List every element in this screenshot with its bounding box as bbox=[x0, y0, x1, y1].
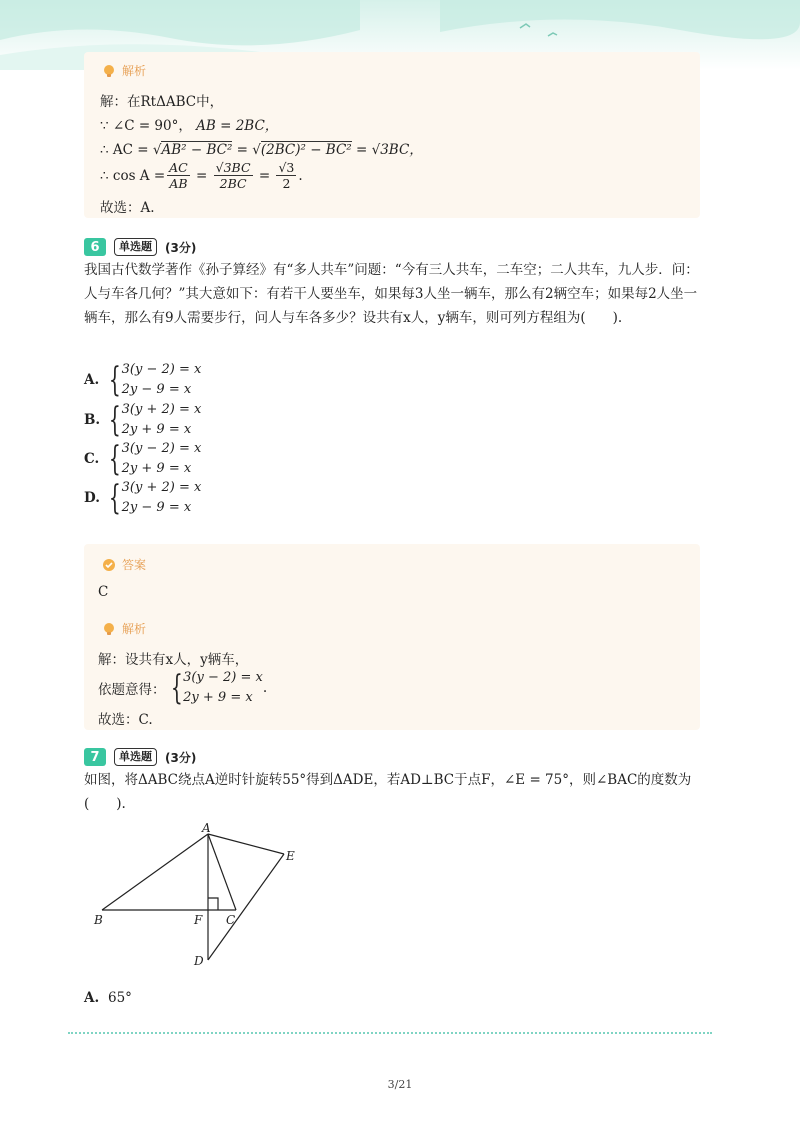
label-b: B bbox=[94, 913, 103, 927]
analysis-text: . bbox=[262, 680, 268, 696]
option-letter: A. bbox=[84, 372, 100, 388]
analysis-tag bbox=[102, 620, 146, 637]
analysis-box-q5 bbox=[84, 52, 700, 218]
equation-system: 3(y + 2) = x 2y − 9 = x bbox=[121, 480, 202, 515]
analysis-text: 依题意得： bbox=[98, 682, 166, 698]
option-value: 65° bbox=[108, 990, 132, 1006]
question-6-text: 我国古代数学著作《孙子算经》有“多人共车”问题：“今有三人共车，二车空；二人共车，九人步．问：人与车各几何？”其大意如下：有若干人要坐车，如果每3人坐一辆车，那么有2辆空车；如果每2人坐一辆车，那么有9人需要步行，问人与车各多少？设共有x人，y辆车，则可列方程组为( ). bbox=[84, 262, 699, 326]
analysis-tag-label: 解析 bbox=[122, 622, 147, 636]
question-score: (3分) bbox=[165, 240, 197, 255]
option-letter: D. bbox=[84, 490, 100, 506]
page-number: 3/21 bbox=[387, 1078, 413, 1091]
analysis-text: ∴ AC = bbox=[100, 142, 153, 158]
label-a: A bbox=[202, 821, 211, 835]
analysis-line-3: 故选：C. bbox=[98, 712, 153, 728]
option-a[interactable]: A. { 3(y − 2) = x 2y − 9 = x bbox=[84, 360, 202, 400]
fraction: $\frac{√3BC}{2BC}$ bbox=[215, 160, 251, 191]
label-d: D bbox=[194, 954, 204, 968]
answer-tag-label: 答案 bbox=[122, 558, 147, 572]
analysis-line-1: 解：设共有x人，y辆车， bbox=[98, 652, 249, 668]
question-number: 7 bbox=[84, 748, 106, 766]
answer-value: C bbox=[98, 584, 109, 600]
geometry-figure bbox=[90, 820, 310, 970]
analysis-line-1 bbox=[100, 90, 223, 110]
option-letter: A. bbox=[84, 990, 100, 1006]
analysis-text: ∴ cos A = bbox=[100, 167, 166, 184]
analysis-line-2: 依题意得： { 3(y − 2) = x 2y + 9 = x . bbox=[98, 668, 268, 708]
q7-option-a[interactable] bbox=[84, 990, 132, 1006]
check-circle-icon bbox=[102, 558, 116, 572]
option-letter: B. bbox=[84, 412, 101, 428]
option-b[interactable]: B. { 3(y + 2) = x 2y + 9 = x bbox=[84, 400, 202, 440]
sqrt-content: (2BC)² − BC² bbox=[260, 142, 352, 158]
analysis-tag bbox=[102, 62, 146, 79]
equation-system: 3(y − 2) = x 2y + 9 = x bbox=[183, 670, 263, 705]
label-f: F bbox=[194, 913, 203, 927]
equation-system: 3(y − 2) = x 2y − 9 = x bbox=[121, 362, 202, 397]
divider bbox=[68, 1032, 712, 1034]
analysis-text: = √3BC， bbox=[356, 142, 423, 158]
answer-box-q6 bbox=[84, 544, 700, 730]
label-e: E bbox=[286, 849, 295, 863]
analysis-line-4: ∴ cos A = $\frac{AC}{AB}$ = $\frac{√3BC}{2BC}$ = $\frac{√3}{2}$ . bbox=[100, 160, 303, 191]
question-score: (3分) bbox=[165, 750, 197, 765]
option-c[interactable]: C. { 3(y − 2) = x 2y + 9 = x bbox=[84, 439, 202, 479]
analysis-text: 解：在RtΔABC中， bbox=[100, 94, 224, 110]
analysis-text: = bbox=[236, 142, 253, 158]
question-7-header bbox=[84, 748, 196, 766]
question-type-badge: 单选题 bbox=[114, 238, 157, 256]
analysis-line-3: ∴ AC = √AB² − BC² = √(2BC)² − BC² = √3BC， bbox=[100, 142, 423, 158]
analysis-tag-label: 解析 bbox=[122, 64, 147, 78]
analysis-line-5 bbox=[100, 196, 155, 216]
question-number: 6 bbox=[84, 238, 106, 256]
question-type-badge: 单选题 bbox=[114, 748, 157, 766]
label-c: C bbox=[226, 913, 236, 927]
fraction: $\frac{AC}{AB}$ bbox=[169, 160, 188, 191]
equation-system: 3(y + 2) = x 2y + 9 = x bbox=[121, 402, 202, 437]
analysis-text: AB = 2BC， bbox=[196, 118, 279, 134]
analysis-text: 故选：A. bbox=[100, 200, 155, 216]
analysis-text: ∵ ∠C = 90°， bbox=[100, 118, 192, 134]
option-d[interactable]: D. { 3(y + 2) = x 2y − 9 = x bbox=[84, 478, 202, 518]
question-6-header bbox=[84, 238, 196, 256]
answer-tag bbox=[102, 556, 146, 573]
analysis-line-2 bbox=[100, 114, 278, 134]
equation-system: 3(y − 2) = x 2y + 9 = x bbox=[121, 441, 202, 476]
fraction: $\frac{√3}{2}$ bbox=[278, 160, 295, 191]
question-7-text: 如图，将ΔABC绕点A逆时针旋转55°得到ΔADE，若AD⊥BC于点F，∠E = 75°，则∠BAC的度数为( ). bbox=[84, 772, 692, 812]
sqrt-content: AB² − BC² bbox=[161, 142, 233, 158]
lightbulb-icon bbox=[102, 64, 116, 78]
lightbulb-icon bbox=[102, 622, 116, 636]
option-letter: C. bbox=[84, 451, 100, 467]
